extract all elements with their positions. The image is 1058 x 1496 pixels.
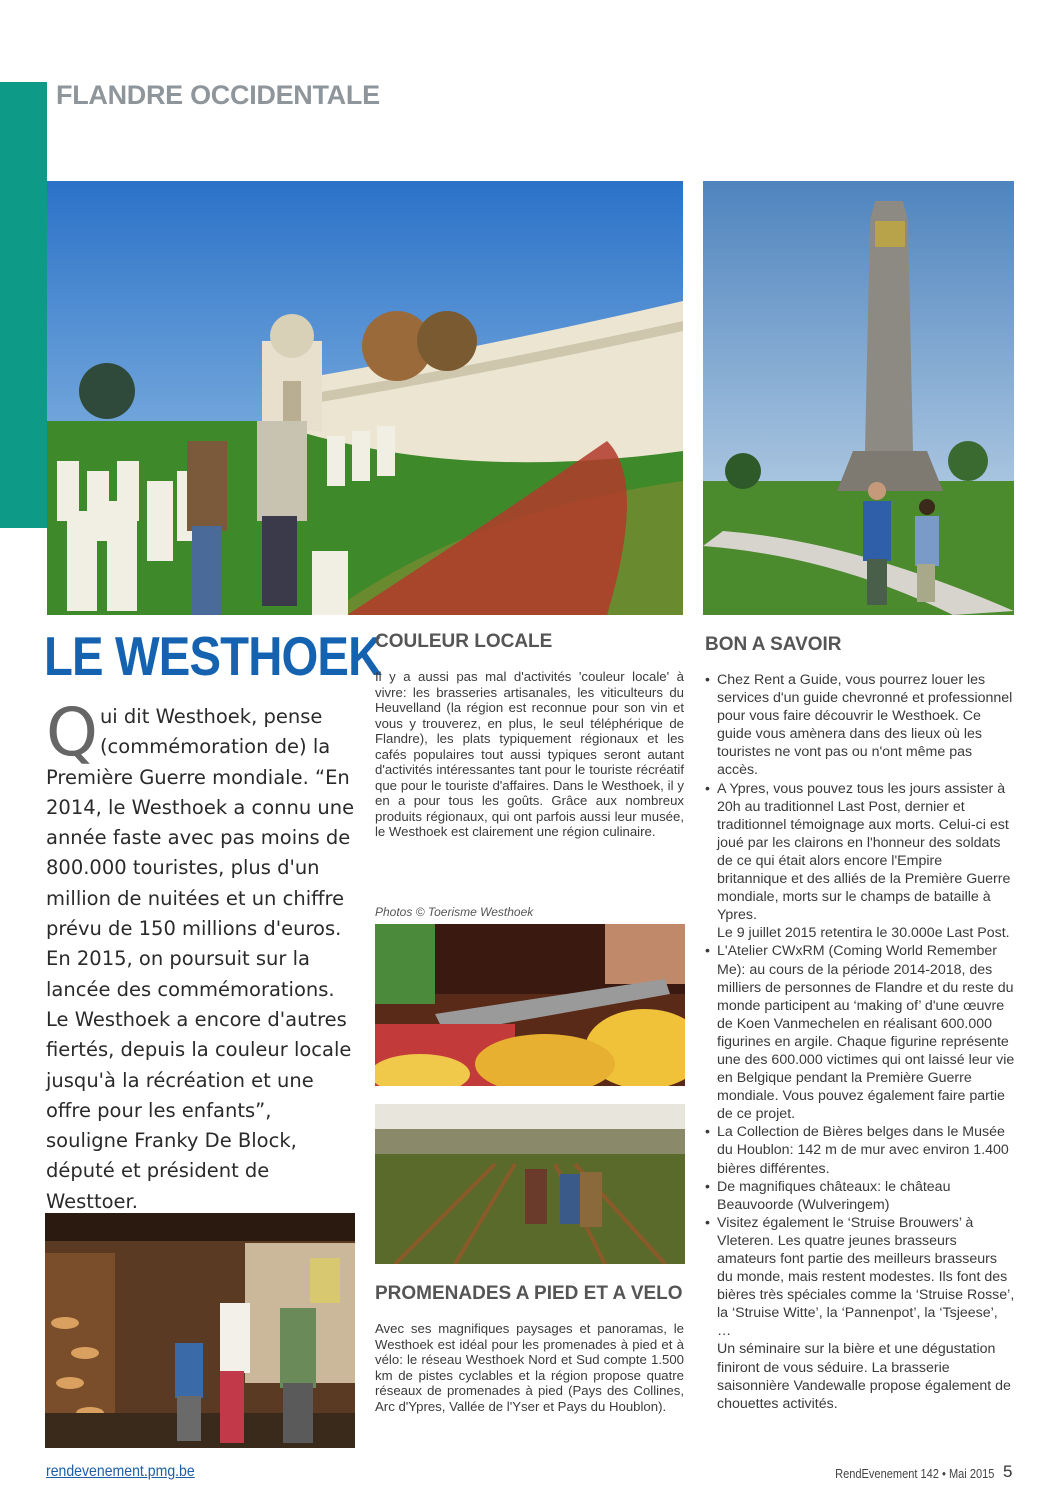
photo-credit: Photos © Toerisme Westhoek bbox=[375, 905, 534, 919]
article-title: LE WESTHOEK bbox=[44, 625, 382, 687]
tip-item: • Visitez également le ‘Struise Brouwers’ à Vleteren. Les quatre jeunes brasseurs amateurs font partie des meilleurs brasseurs du monde, mais restent modestes. Ils font des bières très spéciales comme la ‘Struise Rosse’, la ‘Struise Witte’, la ‘Pannenpot’, la ‘Tsjeese’, … Un séminaire sur la bière et une dégustation finiront de vous séduire. La brasserie saisonnière Vandewalle propose également de chouettes activités. bbox=[705, 1214, 1015, 1413]
dropcap: Q bbox=[46, 694, 98, 771]
museum-interior-photo bbox=[45, 1213, 355, 1448]
tip-item: • A Ypres, vous pouvez tous les jours assister à 20h au traditionnel Last Post, dernier et traditionnel témoignage aux morts. Celui-ci est joué par les clairons en l'honneur des soldats de ce qui était alors encore l'Empire britannique et des alliés de la Première Guerre mondiale, morts sur le champs de bataille à Ypres. Le 9 juillet 2015 retentira le 30.000e Last Post. bbox=[705, 780, 1015, 943]
bon-a-savoir-list bbox=[705, 671, 1015, 1413]
tip-item: • La Collection de Bières belges dans le Musée du Houblon: 142 m de mur avec environ 1.400 bières différentes. bbox=[705, 1123, 1015, 1177]
promenades-text: Avec ses magnifiques paysages et panoramas, le Westhoek est idéal pour les promenades à pied et à vélo: le réseau Westhoek Nord et Sud compte 1.500 km de pistes cyclables et la région propose quatre réseaux de promenades à pied (Pays des Collines, Arc d'Ypres, Vallée de l'Yser et Pays du Houblon). bbox=[375, 1321, 684, 1414]
cheese-photo bbox=[375, 924, 685, 1086]
bon-a-savoir-heading: BON A SAVOIR bbox=[705, 634, 842, 655]
tip-item: • L'Atelier CWxRM (Coming World Remember Me): au cours de la période 2014-2018, des milliers de personnes de Flandre et du reste du monde participent au ‘making of’ d'une œuvre de Koen Vanmechelen en réalisant 600.000 figurines en argile. Chaque figurine représente une des 600.000 victimes qui ont laissé leur vie en Belgique pendant la Première Guerre mondiale. Vous pouvez également faire partie de ce projet. bbox=[705, 942, 1015, 1123]
intro-text: ui dit Westhoek, pense (commémoration de) la Première Guerre mondiale. “En 2014, le Westhoek a connu une année faste avec pas moins de 800.000 touristes, plus d'un million de nuitées et un chiffre prévu de 150 millions d'euros. En 2015, on poursuit sur la lancée des commémorations. Le Westhoek a encore d'autres fiertés, depuis la couleur locale jusqu'à la récréation et une offre pour les enfants”, souligne Franky De Block, député et président de Westtoer. bbox=[46, 705, 355, 1213]
footer-url-link[interactable]: rendevenement.pmg.be bbox=[46, 1463, 195, 1480]
vineyard-photo bbox=[375, 1104, 685, 1264]
promenades-heading: PROMENADES A PIED ET A VELO bbox=[375, 1283, 683, 1304]
accent-sidebar bbox=[0, 82, 47, 528]
couleur-locale-text: Il y a aussi pas mal d'activités 'couleur locale' à vivre: les brasseries artisanales, les viticulteurs du Heuvelland (la région est reconnue pour son vin et vous y trouverez, en plus, le seul téléphérique de Flandre), les plats typiquement régionaux et les cafés populaires tout aussi typiques seront autant d'activités intéressantes tant pour le touriste récréatif que pour le touriste d'affaires. Dans le Westhoek, il y en a pour tous les goûts. Grâce aux nombreux produits régionaux, qui ont parfois aussi leur musée, le Westhoek est clairement une région culinaire. bbox=[375, 669, 684, 839]
section-title: FLANDRE OCCIDENTALE bbox=[56, 80, 380, 110]
footer-issue: RendEvenement 142 • Mai 2015 bbox=[834, 1466, 994, 1481]
yser-tower-photo bbox=[703, 181, 1014, 615]
cemetery-photo bbox=[47, 181, 683, 615]
couleur-locale-heading: COULEUR LOCALE bbox=[375, 631, 553, 652]
tip-item: • De magnifiques châteaux: le château Beauvoorde (Wulveringem) bbox=[705, 1178, 1015, 1214]
tip-item: • Chez Rent a Guide, vous pourrez louer les services d'un guide chevronné et professionnel pour vous faire découvrir le Westhoek. Ce guide vous amènera dans des lieux où les touristes ne vont pas ou n'ont même pas accès. bbox=[705, 671, 1015, 780]
article-intro bbox=[46, 694, 356, 1217]
page-number: 5 bbox=[1003, 1462, 1013, 1481]
